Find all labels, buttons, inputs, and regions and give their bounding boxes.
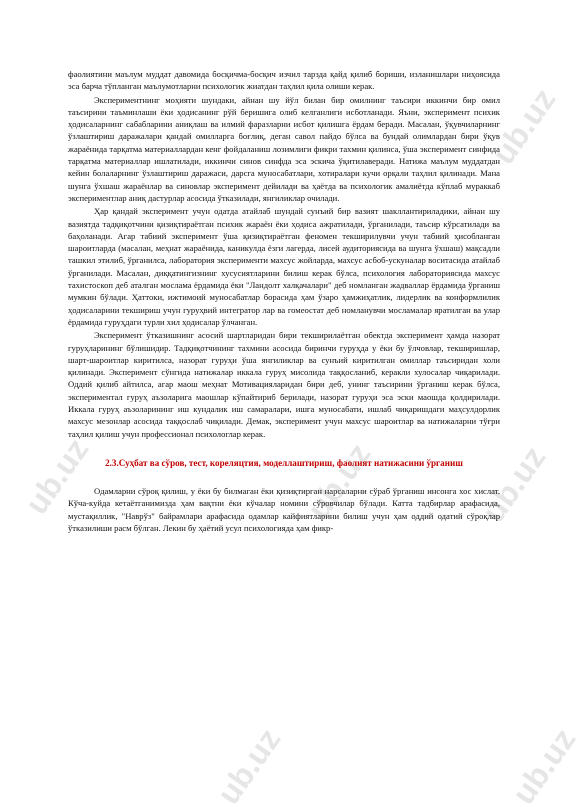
watermark-text: ub.uz	[18, 431, 96, 521]
watermark-text: ub.uz	[210, 721, 288, 811]
paragraph-experiment-essence: Экспериментнинг моҳияти шундаки, айнан шу йўл билан бир омилнинг таъсири иккинчи бир омил таъсирини таъминлаши ёки ҳодисанинг рўй беришига олиб келганлиги исботланади. Яъни, эксперимент психик ҳодисаларнинг сабабларини аниқлаш ва илмий фаразларни исбот қилишга ёрдам беради. Масалан, ўқувчиларнинг ўзлаштириш даражалари қандай омилларга боғлиқ, деган савол пайдо бўлса ва бундай олимлардан бири ўқув жараёнида тарқатма материаллардан кенг фойдаланиш лозимлиги фикри тахмин қилинса, ўша эксперимент синфида тарқатма материаллар ишлатилади, иккинчи синов синфда эса эскича ўқитилаверади. Натижа маълум муддатдан кейин болаларнинг ўзлаштириш даражаси, дарсга муносабатлари, хотиралари кучи орқали таҳлил қилинади. Мана шунга ўхшаш жараёнлар ва синовлар эксперимент дейилади ва ҳаётда ва психологик амалиётда кўплаб мураккаб экспериментлар аниқ дастурлар асосида ўтказилади, янгиликлар очилади.	[68, 94, 500, 203]
paragraph-survey-intro: Одамларни сўроқ қилиш, у ёки бу билмаган ёки қизиқтирган нарсаларни сўраб ўрганиш инсонга хос хислат. Кўча-куйда кетаётганимизда ҳам вақтни ёки кўчалар номини сўровчилар бўлади. Катта тадбирлар арафасида, мустақиллик, "Наврўз" байрамлари арафасида одамлар кайфиятларини билиш учун ҳам оддий одатий сўроқлар ўтказилиши расм бўлган. Лекин бу ҳаётий усул психологияда ҳам фикр-	[68, 485, 500, 533]
watermark-text: ub.uz	[475, 439, 553, 529]
section-heading: 2.3.Суҳбат ва сўров, тест, кореляцтия, моделлаштириш, фаолият натижасини ўрганиш	[105, 457, 463, 468]
watermark-text: ub.uz	[300, 436, 378, 526]
paragraph-control-groups: Эксперимент ўтказишнинг асосий шартларидан бири текширилаётган обектда эксперимент ҳамда назорат гуруҳларининг бўлишидир. Тадқиқотчининг тахмини асосида биринчи гуруҳда у ёки бу ўлчовлар, текширишлар, шарт-шароитлар киритилса, назорат гуруҳи ўша янгиликлар ва сунъий киритилган омиллар таъсиридан холи қилинади. Эксперимент сўнгида натижалар иккала гуруҳ мисолида таққосланиб, керакли хулосалар чиқарилади. Оддий қилиб айтилса, агар маош меҳнат Мотивацияларидан бири деб, унинг таъсирини ўрганиш керак бўлса, экспериментал гуруҳ аъзоларига маошлар кўпайтириб берилади, назорат гуруҳи эса эски маошда қолдирилади. Иккала гуруҳ аъзоларининг иш кундалик иш самаралари, ишга муносабати, ишлаб чиқаришдаги маҳсулдорлик махсус мезонлар асосида таққослаб чиқилади. Демак, эксперимент учун махсус шароитлар ва натижаларни тўғри таҳлил қилиш учун профессионал психологлар керак.	[68, 330, 500, 439]
paragraph-continuation: фаолиятини маълум муддат давомида босқичма-босқич изчил тарзда қайд қилиб бориши, изланишлари ниҳоясида эса барча тўпланган маълумотларни психологик жиатдан таҳлил қила олиши керак.	[68, 69, 500, 92]
watermark-text: ub.uz	[505, 721, 583, 811]
watermark-text: ub.uz	[485, 81, 563, 171]
document-page	[68, 68, 500, 535]
paragraph-experiment-types: Ҳар қандай эксперимент учун одатда атайлаб шундай сунъий бир вазият шакллантириладики, айнан шу вазиятда тадқиқотчини қизиқтираётган психик жараён ёки ҳодиса ажратилади, ўрганилади, таъсир кўрсатилади ва баҳоланади. Агар табиий эксперимент ўша қизиқтираётган феномен текширилувчи учун табиий ҳисобланган шароитларда (масалан, меҳнат жараёнида, каникулда ёзги лагерда, лисей аудиториясида ва шунга ўхшаш) мақсадли ташкил этилиб, ўрганилса, лаборатория эксперименти махсус жойларда, махсус асбоб-ускуналар воситасида атайлаб ўрганилади. Масалан, диққатингизнинг хусусиятларини билиш керак бўлса, психология лабораториясида махсус тахистоскоп деб аталган мослама ёрдамида ёки "Ландолт халқачалари" деб номланган жадваллар ёрдамида ўрганиш мумкин бўлади. Ҳаттоки, ижтимоий муносабатлар борасида ҳам ўзаро ҳамжиҳатлик, лидерлик ва конформлилик ҳодисаларини текшириш учун гуруҳвий интегратор лар ва гомеостат деб номланувчи мосламалар яратилган ва улар ёрдамида гуруҳдаги турли хил ҳодисалар ўлчанган.	[68, 206, 500, 327]
